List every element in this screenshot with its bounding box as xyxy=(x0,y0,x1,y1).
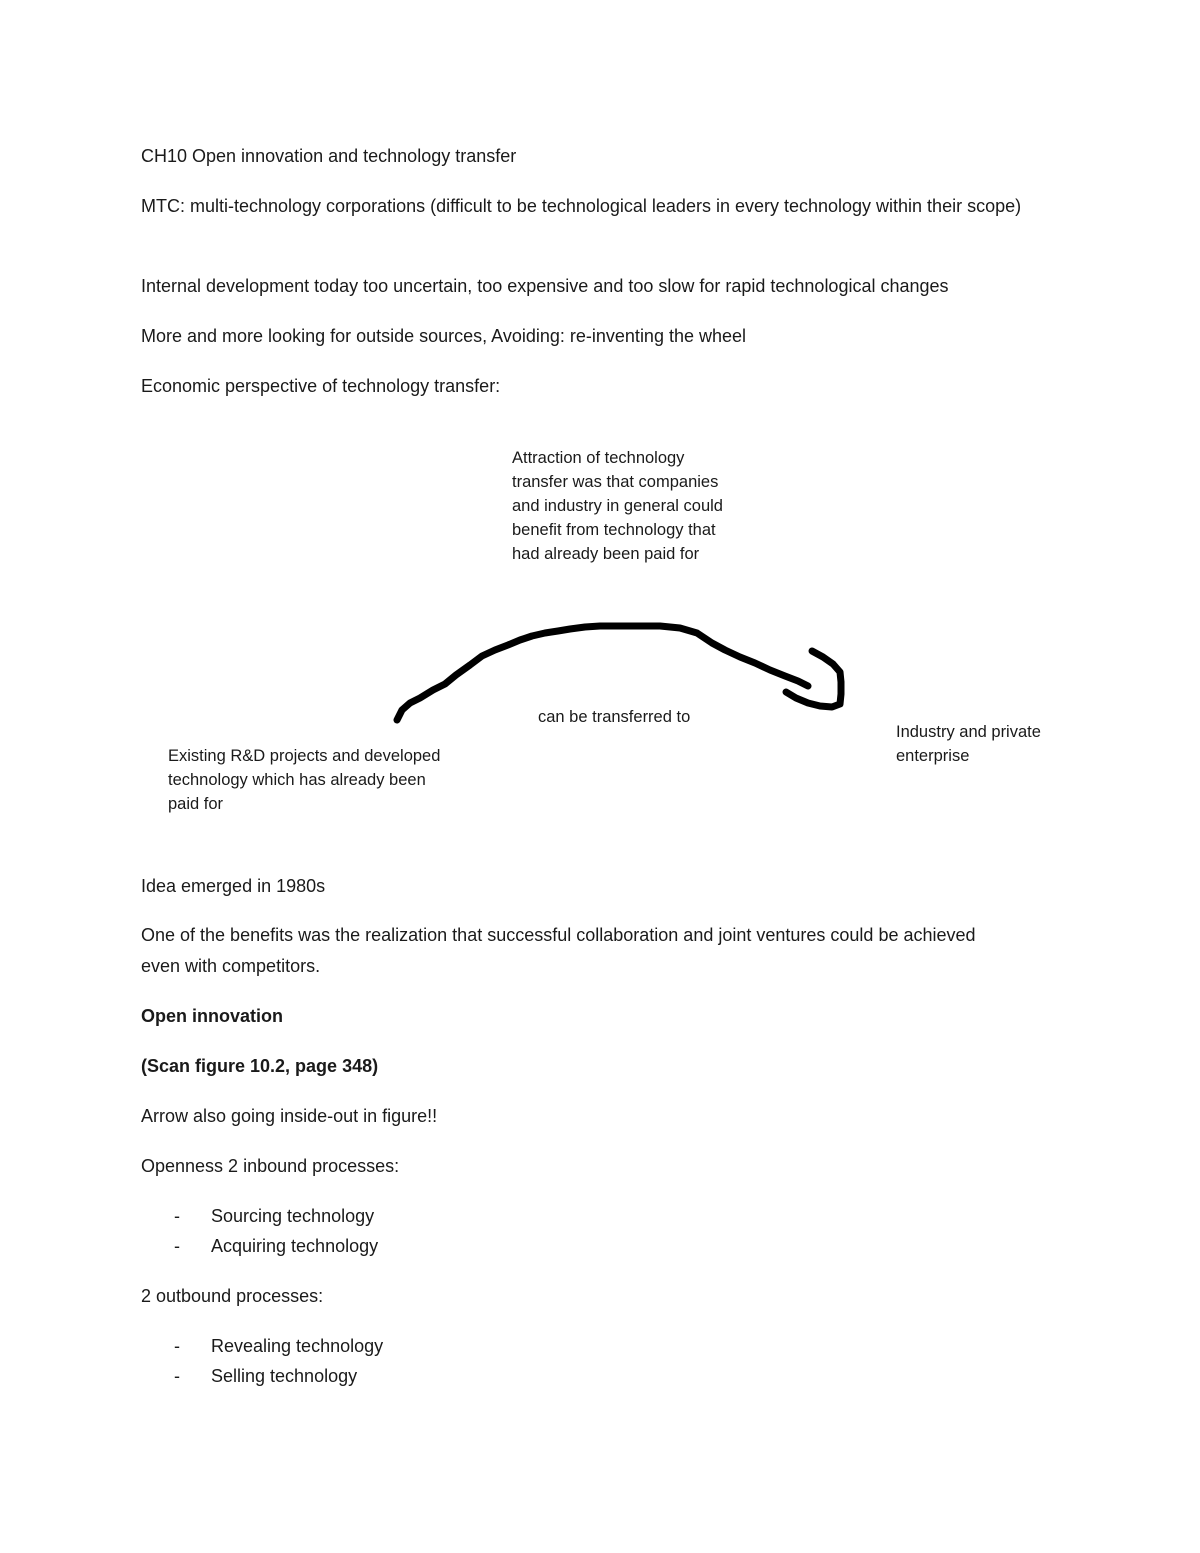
internal-development-line: Internal development today too uncertain, too expensive and too slow for rapid technological changes xyxy=(141,276,949,296)
mtc-paragraph: MTC: multi-technology corporations (difficult to be technological leaders in every technology within their scope) xyxy=(141,196,1022,216)
benefits-paragraph: One of the benefits was the realization that successful collaboration and joint ventures could be achieved even with competitors. xyxy=(141,925,976,976)
list-item xyxy=(141,1231,378,1261)
idea-emerged-line: Idea emerged in 1980s xyxy=(141,876,326,896)
outbound-heading: 2 outbound processes: xyxy=(141,1286,324,1306)
diagram-target-text: Industry and private enterprise xyxy=(896,723,1041,765)
diagram-source-text: Existing R&D projects and developed technology which has already been paid for xyxy=(168,747,441,813)
diagram-attraction-text: Attraction of technology transfer was that companies and industry in general could benefit from technology that had already been paid for xyxy=(512,449,723,563)
bullet-dash: - xyxy=(174,1366,180,1386)
arrow-note: Arrow also going inside-out in figure!! xyxy=(141,1106,438,1126)
bullet-dash: - xyxy=(174,1236,180,1256)
inbound-heading: Openness 2 inbound processes: xyxy=(141,1156,400,1176)
bullet-dash: - xyxy=(174,1336,180,1356)
outside-sources-line: More and more looking for outside sources, Avoiding: re-inventing the wheel xyxy=(141,326,747,346)
list-item-label: Selling technology xyxy=(211,1366,358,1386)
economic-perspective-line: Economic perspective of technology transfer: xyxy=(141,376,501,396)
list-item-label: Acquiring technology xyxy=(211,1236,379,1256)
list-item xyxy=(141,1361,357,1391)
list-item-label: Sourcing technology xyxy=(211,1206,375,1226)
page-heading: CH10 Open innovation and technology transfer xyxy=(141,146,517,166)
list-item xyxy=(141,1331,383,1361)
open-innovation-heading: Open innovation xyxy=(141,1006,283,1026)
bullet-dash: - xyxy=(174,1206,180,1226)
diagram-transfer-label: can be transferred to xyxy=(538,708,691,726)
scan-figure-note: (Scan figure 10.2, page 348) xyxy=(141,1056,379,1076)
list-item xyxy=(141,1201,374,1231)
list-item-label: Revealing technology xyxy=(211,1336,384,1356)
